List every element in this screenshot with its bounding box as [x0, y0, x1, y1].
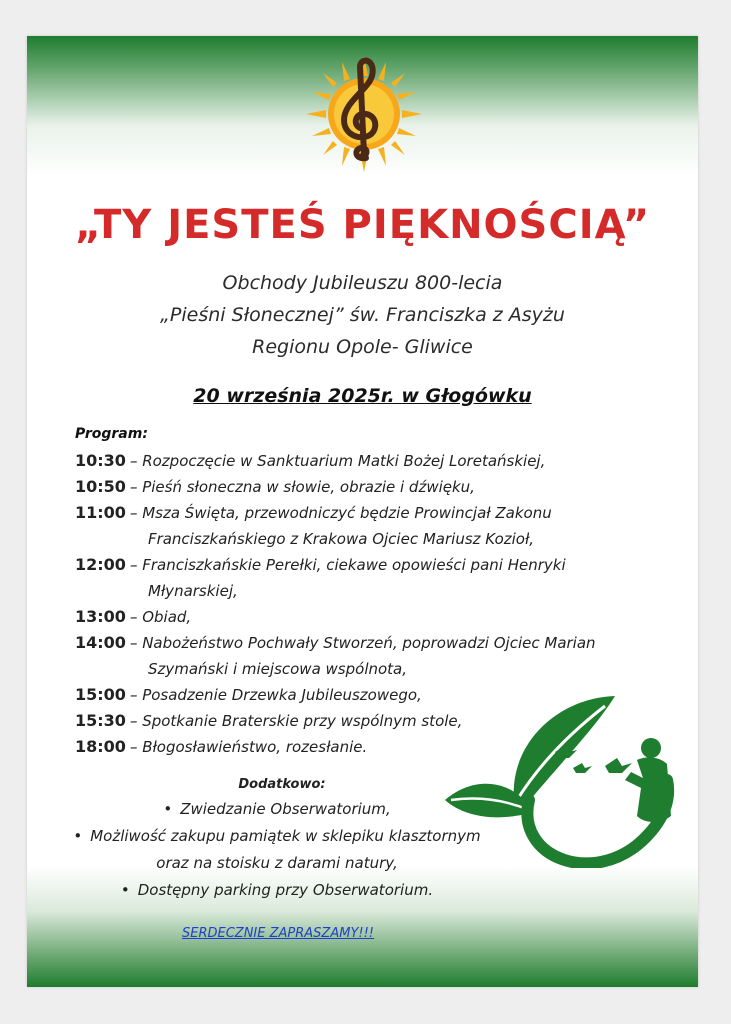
extras-text: Dostępny parking przy Obserwatorium.	[137, 881, 434, 899]
bullet-icon: •	[120, 881, 130, 899]
event-date: 20 września 2025r. w Głogówku	[193, 385, 532, 407]
program-time: 10:30	[75, 451, 126, 470]
program-time: 18:00	[75, 737, 126, 756]
program-description-continued: Młynarskiej,	[147, 582, 238, 600]
extras-label: Dodatkowo:	[238, 777, 326, 792]
program-time: 15:30	[75, 711, 126, 730]
program-description: – Posadzenie Drzewka Jubileuszowego,	[129, 686, 422, 704]
program-description: – Pieśń słoneczna w słowie, obrazie i dźwięku,	[129, 478, 475, 496]
program-item	[75, 630, 635, 682]
program-item	[75, 552, 635, 604]
program-description: – Błogosławieństwo, rozesłanie.	[129, 738, 368, 756]
subtitle-line-1: Obchody Jubileuszu 800-lecia	[222, 272, 503, 294]
program-time: 12:00	[75, 555, 126, 574]
extras-item	[57, 823, 497, 850]
extras-item-continued	[57, 850, 497, 877]
subtitle-line-3: Regionu Opole- Gliwice	[252, 336, 473, 358]
invitation-link[interactable]: SERDECZNIE ZAPRASZAMY!!!	[182, 926, 375, 941]
poster	[27, 36, 698, 987]
program-description: – Franciszkańskie Perełki, ciekawe opowieści pani Henryki	[129, 556, 566, 574]
event-title: „TY JESTEŚ PIĘKNOŚCIĄ”	[74, 202, 651, 248]
program-time: 11:00	[75, 503, 126, 522]
program-description-continued: Szymański i miejscowa wspólnota,	[147, 660, 408, 678]
program-description: – Nabożeństwo Pochwały Stworzeń, poprowadzi Ojciec Marian	[129, 634, 596, 652]
extras-item	[57, 877, 497, 904]
program-time: 14:00	[75, 633, 126, 652]
extras-item	[57, 796, 497, 823]
treble-clef-sun-icon	[304, 54, 424, 174]
program-item	[75, 604, 635, 630]
subtitle-line-2: „Pieśni Słonecznej” św. Franciszka z Asyżu	[160, 304, 565, 326]
program-item	[75, 474, 635, 500]
program-item	[75, 500, 635, 552]
program-time: 10:50	[75, 477, 126, 496]
program-label: Program:	[75, 426, 148, 442]
extras-list	[57, 796, 497, 904]
program-description: – Msza Święta, przewodniczyć będzie Prowincjał Zakonu	[129, 504, 552, 522]
program-description: – Spotkanie Braterskie przy wspólnym stole,	[129, 712, 463, 730]
extras-text: Możliwość zakupu pamiątek w sklepiku klasztornym	[90, 827, 481, 845]
program-description-continued: Franciszkańskiego z Krakowa Ojciec Mariusz Kozioł,	[147, 530, 535, 548]
program-description: – Rozpoczęcie w Sanktuarium Matki Bożej Loretańskiej,	[129, 452, 546, 470]
program-description: – Obiad,	[129, 608, 192, 626]
bullet-icon: •	[163, 800, 173, 818]
extras-text: oraz na stoisku z darami natury,	[156, 854, 398, 872]
program-item	[75, 448, 635, 474]
program-time: 15:00	[75, 685, 126, 704]
extras-text: Zwiedzanie Obserwatorium,	[180, 800, 391, 818]
program-time: 13:00	[75, 607, 126, 626]
bullet-icon: •	[73, 827, 83, 845]
